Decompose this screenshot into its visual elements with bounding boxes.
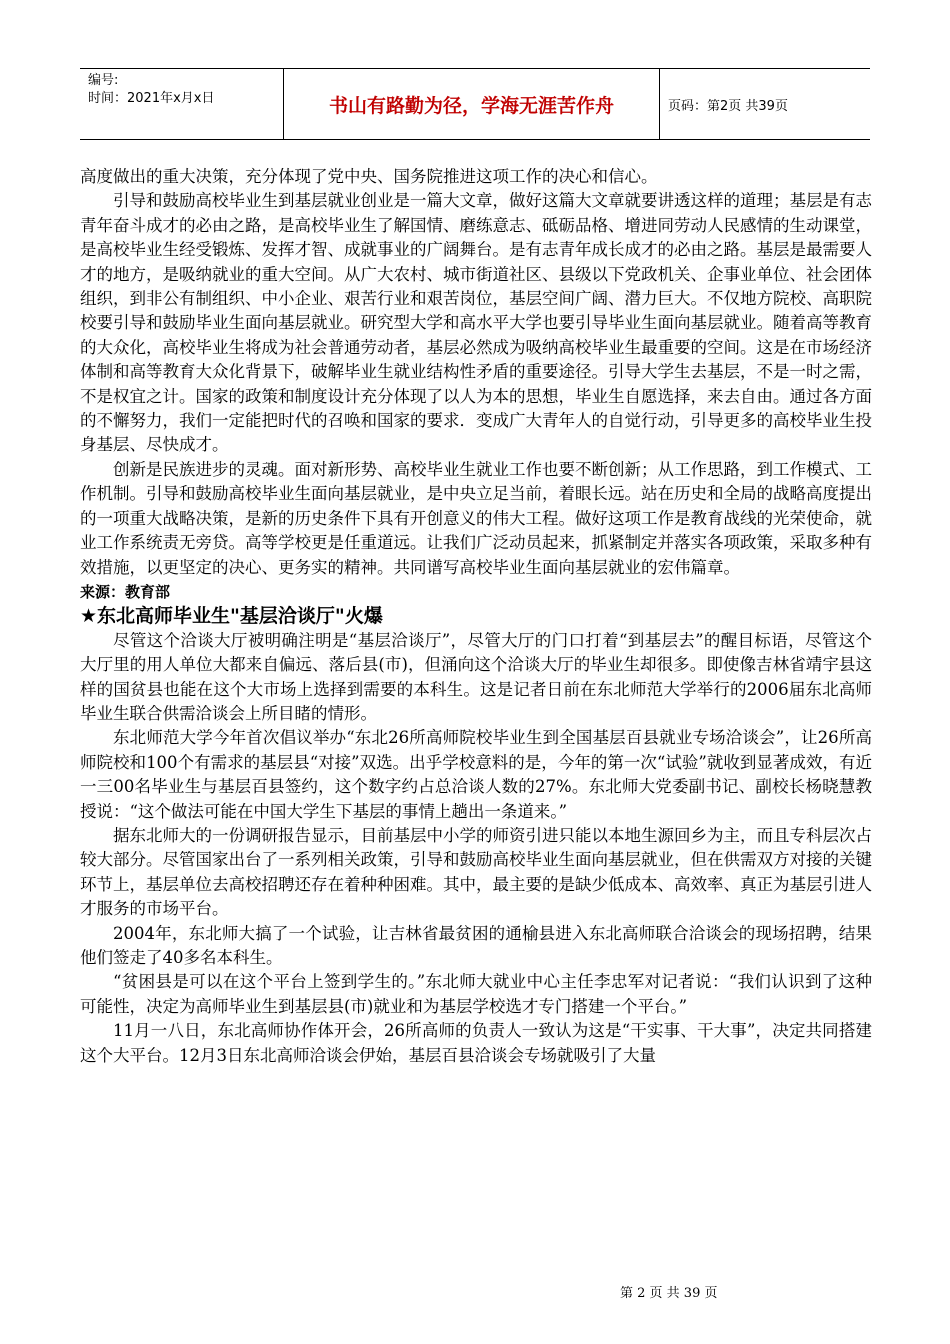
paragraph: 2004年，东北师大搞了一个试验，让吉林省最贫困的通榆县进入东北高师联合洽谈会的现场招聘，结果他们签走了40多名本科生。 (80, 923, 872, 967)
paragraph: “贫困县是可以在这个平台上签到学生的。”东北师大就业中心主任李忠军对记者说：“我们认识到了这种可能性，决定为高师毕业生到基层县(市)就业和为基层学校选才专门搭建一个平台。” (80, 972, 872, 1016)
paragraph: 尽管这个洽谈大厅被明确注明是“基层洽谈厅”，尽管大厅的门口打着“到基层去”的醒目标语，尽管这个大厅里的用人单位大都来自偏远、落后县(市)，但涌向这个洽谈大厅的毕业生却很多。即使像吉林省靖宇县这样的国贫县也能在这个大市场上选择到需要的本科生。这是记者日前在东北师范大学举行的2006届东北高师毕业生联合供需洽谈会上所目睹的情形。 (80, 630, 872, 723)
paragraph: 据东北师大的一份调研报告显示，目前基层中小学的师资引进只能以本地生源回乡为主，而且专科层次占较大部分。尽管国家出台了一系列相关政策，引导和鼓励高校毕业生面向基层就业，但在供需双方对接的关键环节上，基层单位去高校招聘还存在着种种困难。其中，最主要的是缺少低成本、高效率、真正为基层引进人才服务的市场平台。 (80, 825, 872, 919)
paragraph: 11月一八日，东北高师协作体开会，26所高师的负责人一致认为这是“干实事、干大事”，决定共同搭建这个大平台。12月3日东北高师洽谈会伊始，基层百县洽谈会专场就吸引了大量 (80, 1021, 872, 1065)
paragraph: 高度做出的重大决策，充分体现了党中央、国务院推进这项工作的决心和信心。 (80, 167, 658, 186)
article-title: ★东北高师毕业生"基层洽谈厅"火爆 (80, 605, 383, 628)
document-body (80, 165, 872, 1068)
header-meta (80, 69, 284, 139)
paragraph: 东北师范大学今年首次倡议举办“东北26所高师院校毕业生到全国基层百县就业专场洽谈会”，让26所高师院校和100个有需求的基层县“对接”双选。出乎学校意料的是，今年的第一次“试验”就收到显著成效，有近一三00名毕业生与基层百县签约，这个数字约占总洽谈人数的27%。东北师大党委副书记、副校长杨晓慧教授说：“这个做法可能在中国大学生下基层的事情上趟出一条道来。” (80, 728, 872, 821)
time-label: 时间：2021年x月x日 (88, 91, 215, 106)
paragraph: 引导和鼓励高校毕业生到基层就业创业是一篇大文章，做好这篇大文章就要讲透这样的道理；基层是有志青年奋斗成才的必由之路，是高校毕业生了解国情、磨练意志、砥砺品格、增进同劳动人民感情的生动课堂，是高校毕业生经受锻炼、发挥才智、成就事业的广阔舞台。是有志青年成长成才的必由之路。基层是最需要人才的地方，是吸纳就业的重大空间。从广大农村、城市街道社区、县级以下党政机关、企事业单位、社会团体组织，到非公有制组织、中小企业、艰苦行业和艰苦岗位，基层空间广阔、潜力巨大。不仅地方院校、高职院校要引导和鼓励毕业生面向基层就业。研究型大学和高水平大学也要引导毕业生面向基层就业。随着高等教育的大众化，高校毕业生将成为社会普通劳动者，基层必然成为吸纳高校毕业生最重要的空间。这是在市场经济体制和高等教育大众化背景下，破解毕业生就业结构性矛盾的重要途径。引导大学生去基层，不是一时之需，不是权宜之计。国家的政策和制度设计充分体现了以人为本的思想，毕业生自愿选择，来去自由。通过各方面的不懈努力，我们一定能把时代的召唤和国家的要求．变成广大青年人的自觉行动，引导更多的高校毕业生投身基层、尽快成才。 (80, 191, 872, 455)
source-line: 来源：教育部 (80, 582, 171, 601)
code-label: 编号: (88, 73, 119, 88)
paragraph: 创新是民族进步的灵魂。面对新形势、高校毕业生就业工作也要不断创新；从工作思路，到工作模式、工作机制。引导和鼓励高校毕业生面向基层就业，是中央立足当前，着眼长远。站在历史和全局的战略高度提出的一项重大战略决策，是新的历史条件下具有开创意义的伟大工程。做好这项工作是教育战线的光荣使命，就业工作系统责无旁贷。高等学校更是任重道远。让我们广泛动员起来，抓紧制定并落实各项政策，采取多种有效措施，以更坚定的决心、更务实的精神。共同谱写高校毕业生面向基层就业的宏伟篇章。 (80, 459, 872, 577)
header-motto: 书山有路勤为径，学海无涯苦作舟 (284, 69, 660, 139)
header-page-number: 页码：第2页 共39页 (668, 98, 788, 114)
page-footer: 第 2 页 共 39 页 (620, 1286, 718, 1301)
page-header (80, 68, 870, 140)
